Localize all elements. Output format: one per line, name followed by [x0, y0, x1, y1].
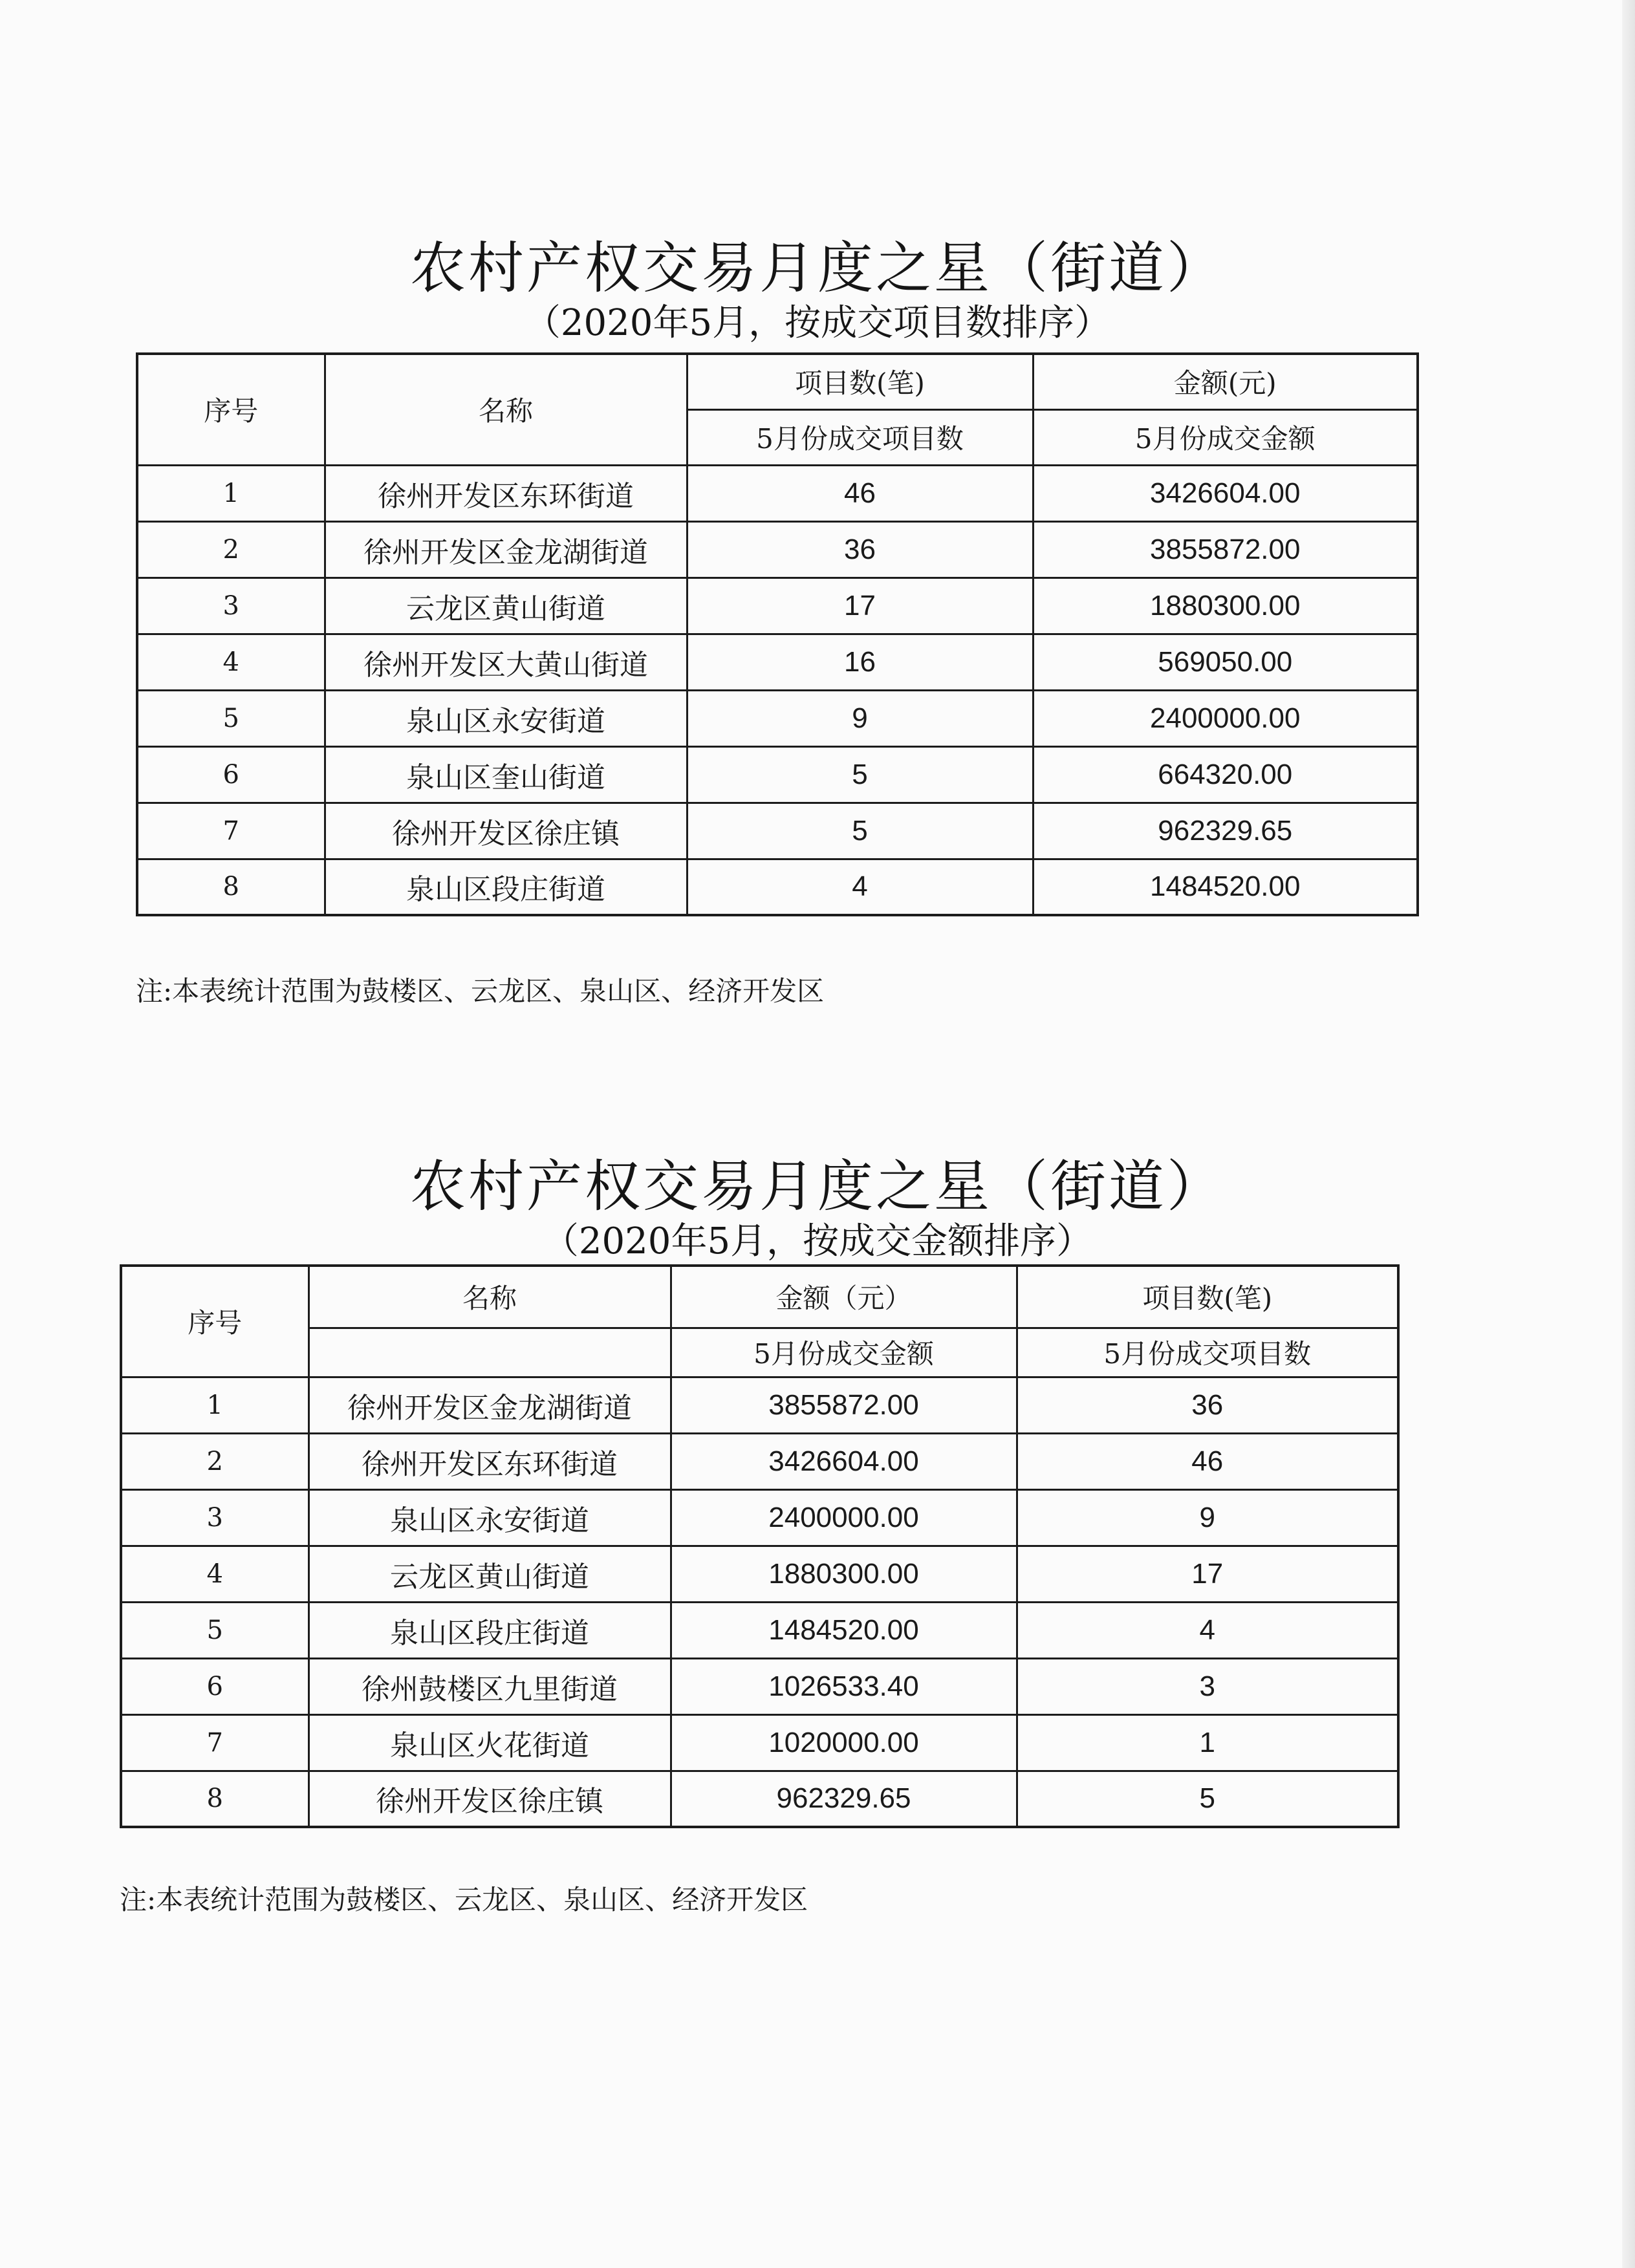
row-name: 泉山区段庄街道: [309, 1602, 671, 1658]
row-name: 徐州开发区东环街道: [309, 1433, 671, 1489]
row-count: 3: [1017, 1658, 1398, 1714]
row-name: 泉山区奎山街道: [325, 746, 687, 803]
header-index: 序号: [137, 354, 325, 465]
row-index: 7: [137, 803, 325, 859]
row-index: 6: [121, 1658, 309, 1714]
row-amount: 1880300.00: [1033, 578, 1418, 634]
table-row: [137, 746, 1418, 803]
subtitle-by-count: （2020年5月，按成交项目数排序）: [524, 302, 1111, 344]
table-row: [121, 1658, 1398, 1714]
row-index: 8: [121, 1771, 309, 1827]
row-name: 泉山区永安街道: [325, 690, 687, 746]
header-name-blank: [309, 1328, 671, 1377]
row-count: 17: [687, 578, 1033, 634]
table-row: [137, 690, 1418, 746]
table-by-amount: [120, 1264, 1400, 1828]
row-count: 9: [1017, 1489, 1398, 1546]
header-index: 序号: [121, 1266, 309, 1377]
table-row: [137, 578, 1418, 634]
row-name: 徐州鼓楼区九里街道: [309, 1658, 671, 1714]
row-name: 徐州开发区金龙湖街道: [309, 1377, 671, 1433]
row-amount: 1880300.00: [671, 1546, 1017, 1602]
row-count: 46: [1017, 1433, 1398, 1489]
row-amount: 962329.65: [671, 1771, 1017, 1827]
table-row: [137, 859, 1418, 915]
header-count-sub: 5月份成交项目数: [1017, 1328, 1398, 1377]
row-amount: 3426604.00: [1033, 465, 1418, 521]
row-index: 4: [137, 634, 325, 690]
row-name: 泉山区永安街道: [309, 1489, 671, 1546]
row-name: 徐州开发区金龙湖街道: [325, 521, 687, 578]
row-name: 泉山区段庄街道: [325, 859, 687, 915]
row-index: 3: [137, 578, 325, 634]
row-amount: 569050.00: [1033, 634, 1418, 690]
table-by-count: [136, 352, 1419, 916]
subtitle-by-amount: （2020年5月，按成交金额排序）: [542, 1220, 1093, 1262]
row-count: 16: [687, 634, 1033, 690]
row-amount: 664320.00: [1033, 746, 1418, 803]
note-by-amount: 注:本表统计范围为鼓楼区、云龙区、泉山区、经济开发区: [120, 1884, 808, 1916]
row-amount: 1020000.00: [671, 1714, 1017, 1771]
header-amount-group: 金额(元): [1033, 354, 1418, 409]
row-index: 6: [137, 746, 325, 803]
header-count-group: 项目数(笔): [687, 354, 1033, 409]
row-count: 36: [1017, 1377, 1398, 1433]
row-index: 8: [137, 859, 325, 915]
row-count: 4: [1017, 1602, 1398, 1658]
table-row: [137, 465, 1418, 521]
row-name: 徐州开发区徐庄镇: [309, 1771, 671, 1827]
header-count-group: 项目数(笔): [1017, 1266, 1398, 1328]
title-by-count: 农村产权交易月度之星（街道）: [410, 236, 1225, 301]
header-name: 名称: [325, 354, 687, 465]
row-index: 2: [137, 521, 325, 578]
table-row: [121, 1714, 1398, 1771]
row-count: 5: [1017, 1771, 1398, 1827]
row-index: 7: [121, 1714, 309, 1771]
row-index: 5: [137, 690, 325, 746]
row-amount: 2400000.00: [671, 1489, 1017, 1546]
table-row: [137, 803, 1418, 859]
row-amount: 3426604.00: [671, 1433, 1017, 1489]
row-index: 4: [121, 1546, 309, 1602]
table-row: [137, 521, 1418, 578]
row-count: 1: [1017, 1714, 1398, 1771]
row-count: 5: [687, 746, 1033, 803]
table-row: [121, 1489, 1398, 1546]
table-row: [121, 1771, 1398, 1827]
table-row: [121, 1602, 1398, 1658]
table-row: [121, 1546, 1398, 1602]
header-name: 名称: [309, 1266, 671, 1328]
row-index: 1: [121, 1377, 309, 1433]
row-name: 徐州开发区徐庄镇: [325, 803, 687, 859]
row-amount: 1484520.00: [1033, 859, 1418, 915]
row-count: 9: [687, 690, 1033, 746]
title-by-amount: 农村产权交易月度之星（街道）: [410, 1154, 1225, 1219]
table-row: [121, 1433, 1398, 1489]
row-amount: 3855872.00: [671, 1377, 1017, 1433]
table-row: [121, 1377, 1398, 1433]
row-index: 5: [121, 1602, 309, 1658]
header-count-sub: 5月份成交项目数: [687, 409, 1033, 465]
row-name: 云龙区黄山街道: [325, 578, 687, 634]
row-amount: 2400000.00: [1033, 690, 1418, 746]
header-amount-group: 金额（元）: [671, 1266, 1017, 1328]
row-index: 3: [121, 1489, 309, 1546]
row-name: 泉山区火花街道: [309, 1714, 671, 1771]
row-count: 4: [687, 859, 1033, 915]
note-by-count: 注:本表统计范围为鼓楼区、云龙区、泉山区、经济开发区: [136, 975, 825, 1007]
row-name: 徐州开发区东环街道: [325, 465, 687, 521]
row-count: 5: [687, 803, 1033, 859]
row-name: 徐州开发区大黄山街道: [325, 634, 687, 690]
row-amount: 962329.65: [1033, 803, 1418, 859]
table-row: [137, 634, 1418, 690]
row-amount: 1484520.00: [671, 1602, 1017, 1658]
header-amount-sub: 5月份成交金额: [671, 1328, 1017, 1377]
row-index: 2: [121, 1433, 309, 1489]
row-count: 17: [1017, 1546, 1398, 1602]
row-count: 46: [687, 465, 1033, 521]
header-amount-sub: 5月份成交金额: [1033, 409, 1418, 465]
row-name: 云龙区黄山街道: [309, 1546, 671, 1602]
row-amount: 3855872.00: [1033, 521, 1418, 578]
row-count: 36: [687, 521, 1033, 578]
row-index: 1: [137, 465, 325, 521]
row-amount: 1026533.40: [671, 1658, 1017, 1714]
